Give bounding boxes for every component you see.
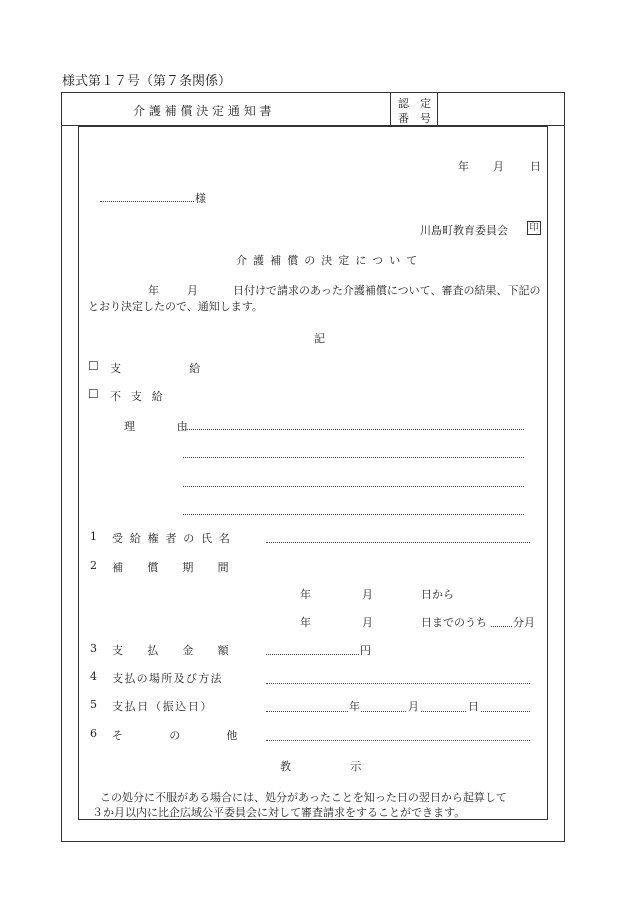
item5-number: 5 [90,698,97,711]
payment-date-field[interactable] [266,711,530,712]
period-from-month: 月 [362,588,373,601]
other-field[interactable] [266,740,530,741]
yen-unit: 円 [360,644,371,657]
payment-date-day: 日 [468,700,479,713]
subject-title: 介護補償の決定について [236,254,424,267]
item4-label: 支払の場所及び方法 [112,672,223,685]
item4-number: 4 [90,670,97,683]
seal-mark: 印 [527,221,541,235]
reason-line-3[interactable] [183,486,524,487]
notice-title: 教 示 [280,760,386,773]
body-line1-text: 日付けで請求のあった介護補償について、審査の結果、下記の [233,284,541,297]
item6-label: その他 [112,729,284,742]
item1-label: 受給権者の氏名 [112,532,237,545]
reason-label: 理 由 [124,420,204,433]
recipient-name-field[interactable] [100,201,194,202]
item2-label: 補償期間 [112,561,253,574]
pay-label: 支 給 [110,362,229,375]
payment-date-year: 年 [349,700,360,713]
item5-label: 支払日（振込日） [112,700,214,713]
item2-number: 2 [90,559,97,572]
item3-number: 3 [90,642,97,655]
date-day: 日 [530,160,541,173]
header-vline-2 [437,92,438,126]
date-year: 年 [458,160,469,173]
cert-label-line1: 認 定 [398,97,431,110]
no-pay-label: 不支給 [110,390,173,403]
item6-number: 6 [90,727,97,740]
recipient-fullname-field[interactable] [266,542,530,543]
period-from-day: 日から [421,588,454,601]
body-line2-text: とおり決定したので、通知します。 [88,300,263,313]
payment-method-field[interactable] [266,683,530,684]
ki-heading: 記 [314,332,325,345]
reason-line-4[interactable] [183,514,524,515]
cert-label-line2: 番 号 [398,112,431,125]
body-year: 年 [148,284,159,297]
form-title: 介 護 補 償 決 定 通 知 書 [133,104,272,118]
issuer-name: 川島町教育委員会 [420,224,508,237]
reason-line-2[interactable] [183,457,524,458]
item1-number: 1 [90,530,97,543]
payment-amount-field[interactable] [266,654,359,655]
period-to-day: 日までのうち [421,616,487,629]
item3-label: 支払金額 [112,644,253,657]
months-count-field[interactable] [491,626,512,627]
date-month: 月 [493,160,504,173]
period-to-month: 月 [362,616,373,629]
pay-checkbox[interactable]: ☐ [88,359,99,373]
payment-date-month: 月 [408,700,419,713]
form-number-label: 様式第１７号（第７条関係） [62,74,232,89]
period-from-year: 年 [300,588,311,601]
notice-line2: ３か月以内に比企広域公平委員会に対して審査請求をすることができます。 [92,806,466,819]
reason-line-1[interactable] [183,429,524,430]
no-pay-checkbox[interactable]: ☐ [88,387,99,401]
header-vline-1 [390,92,391,126]
period-to-year: 年 [300,616,311,629]
recipient-suffix: 様 [195,192,206,205]
body-month: 月 [187,284,198,297]
cert-number-field[interactable] [442,100,560,118]
notice-line1: この処分に不服がある場合には、処分があったことを知った日の翌日から起算して [100,791,507,804]
months-unit: 分月 [513,616,535,629]
